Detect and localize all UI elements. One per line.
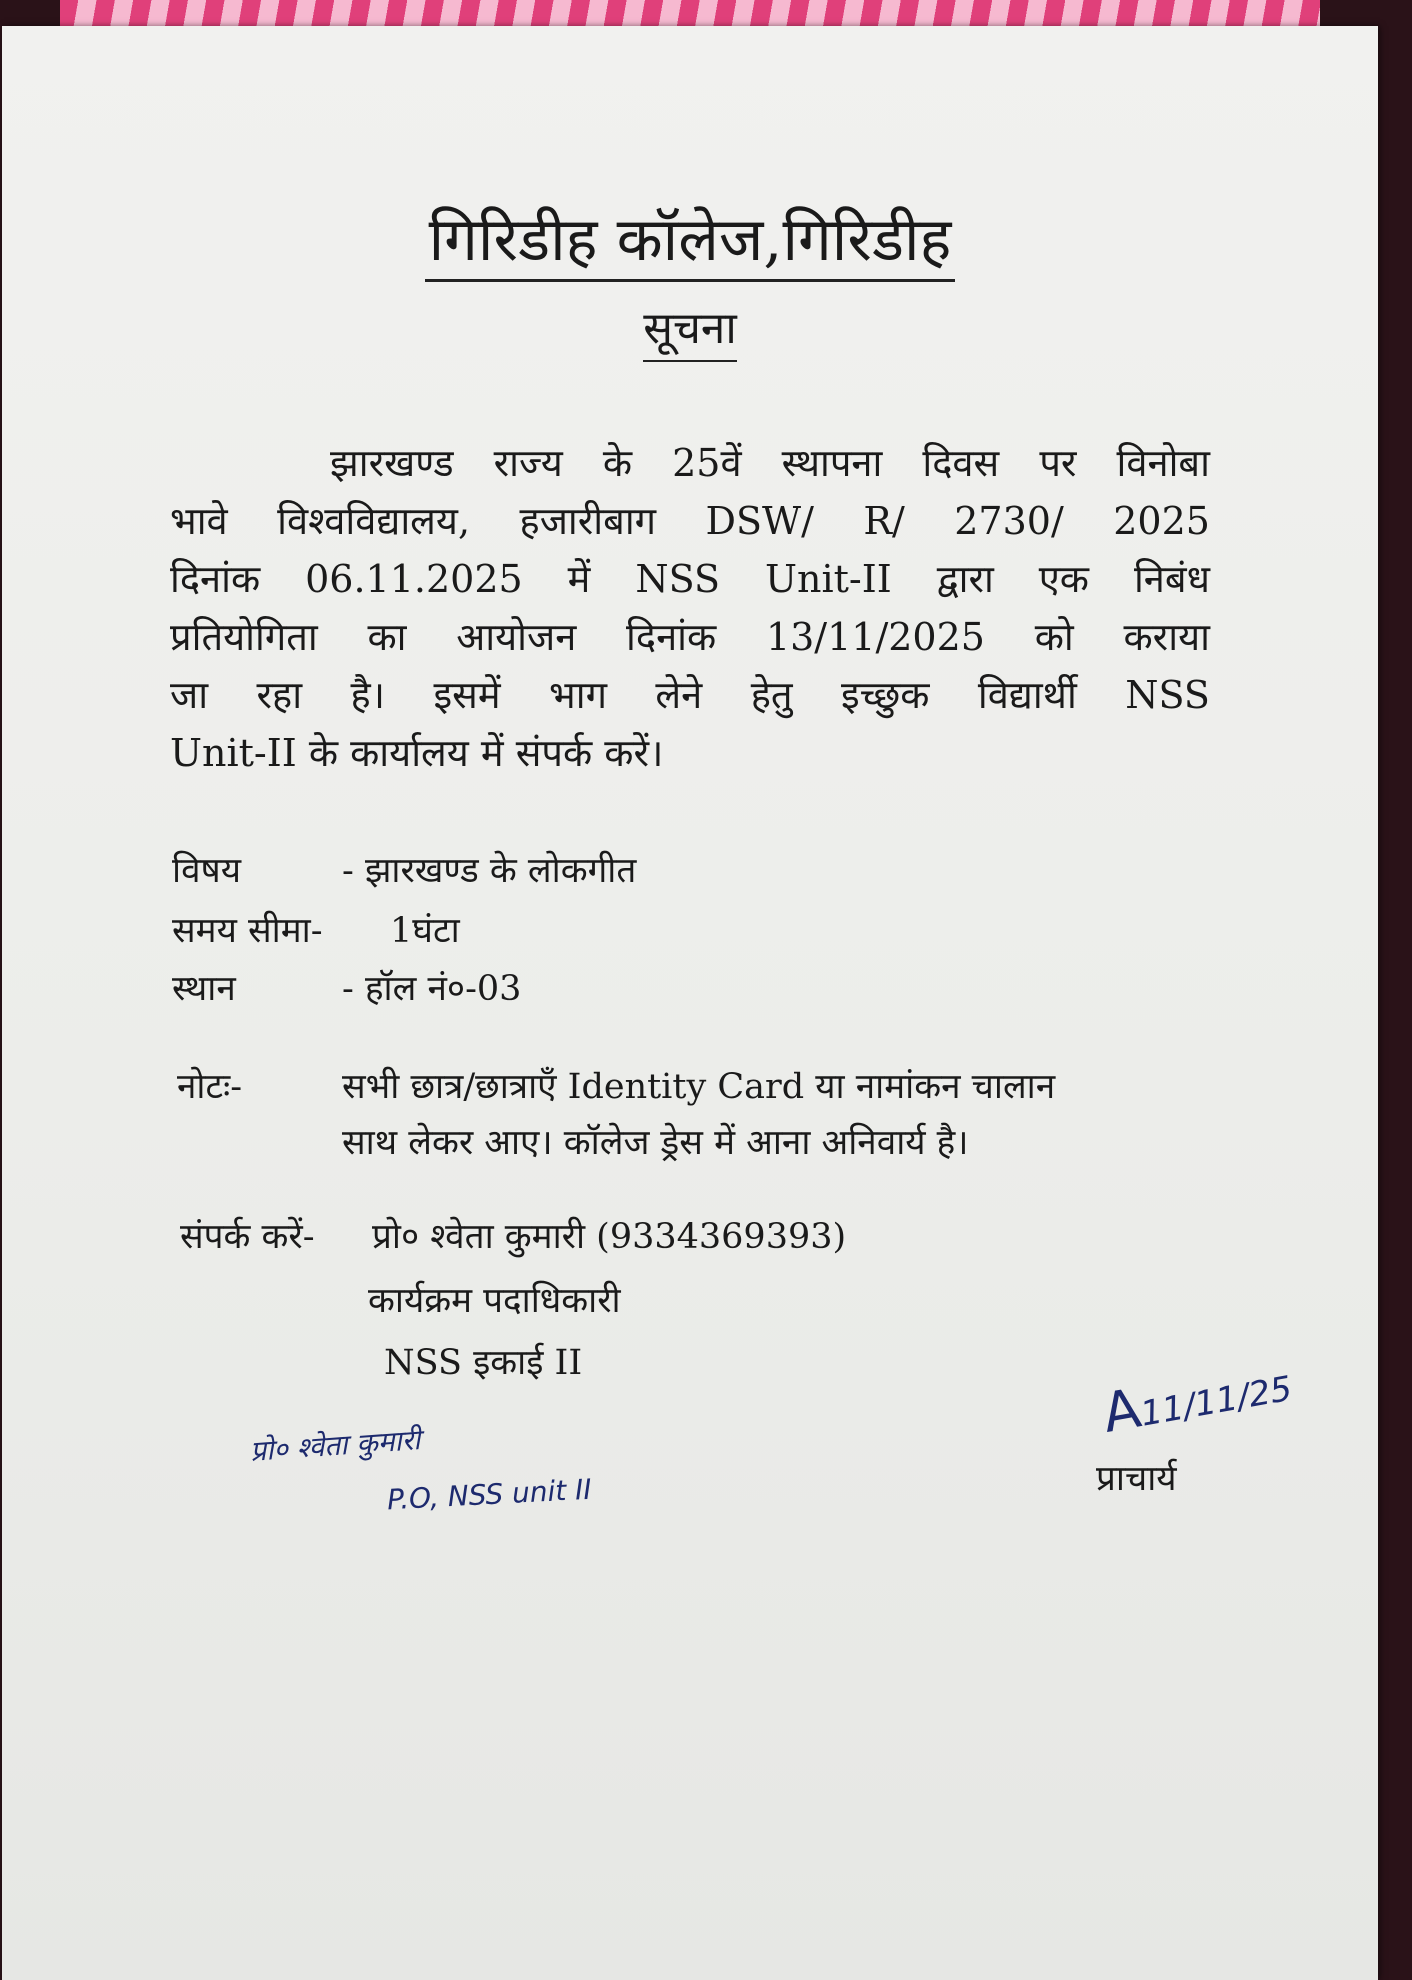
notice-heading-text: सूचना [643,303,737,362]
body-line: भावे विश्वविद्यालय, हजारीबाग DSW/ R/ 2730/ 2025 [170,499,1210,543]
contact-unit: NSS इकाई II [384,1343,583,1383]
subject-value: - झारखण्ड के लोकगीत [342,851,637,891]
body-line: जा रहा है। इसमें भाग लेने हेतु इच्छुक विद्यार्थी NSS [170,673,1210,717]
principal-label: प्राचार्य [1096,1459,1177,1499]
place-label: स्थान [172,969,236,1009]
body-line: दिनांक 06.11.2025 में NSS Unit-II द्वारा एक निबंध [170,557,1210,601]
principal-signature-mark: A [1097,1376,1146,1445]
contact-name: प्रो० श्वेता कुमारी (9334369393) [372,1217,847,1257]
notice-heading [2,296,1378,356]
college-title-text: गिरिडीह कॉलेज,गिरिडीह [425,205,956,282]
note-line-2: साथ लेकर आए। कॉलेज ड्रेस में आना अनिवार्य है। [342,1123,969,1163]
time-value: 1घंटा [390,911,460,951]
principal-signature [1098,1350,1296,1445]
note-label: नोटः- [177,1067,243,1107]
time-label: समय सीमा- [172,911,323,951]
officer-signature-line-2: P.O, NSS unit II [386,1472,593,1517]
body-line: झारखण्ड राज्य के 25वें स्थापना दिवस पर विनोबा [330,441,1210,485]
contact-designation: कार्यक्रम पदाधिकारी [368,1281,621,1321]
officer-signature-line-1: प्रो० श्वेता कुमारी [249,1423,422,1468]
college-title [2,196,1378,278]
notice-paper [2,26,1378,1980]
principal-signature-date: 11/11/25 [1137,1368,1295,1435]
body-line: Unit-II के कार्यालय में संपर्क करें। [170,731,664,775]
contact-label: संपर्क करें- [180,1217,315,1257]
note-line-1: सभी छात्र/छात्राएँ Identity Card या नामांकन चालान [342,1067,1056,1107]
place-value: - हॉल नं०-03 [342,969,522,1009]
body-line: प्रतियोगिता का आयोजन दिनांक 13/11/2025 को कराया [170,615,1210,659]
subject-label: विषय [172,851,242,891]
notice-body [170,434,1210,782]
